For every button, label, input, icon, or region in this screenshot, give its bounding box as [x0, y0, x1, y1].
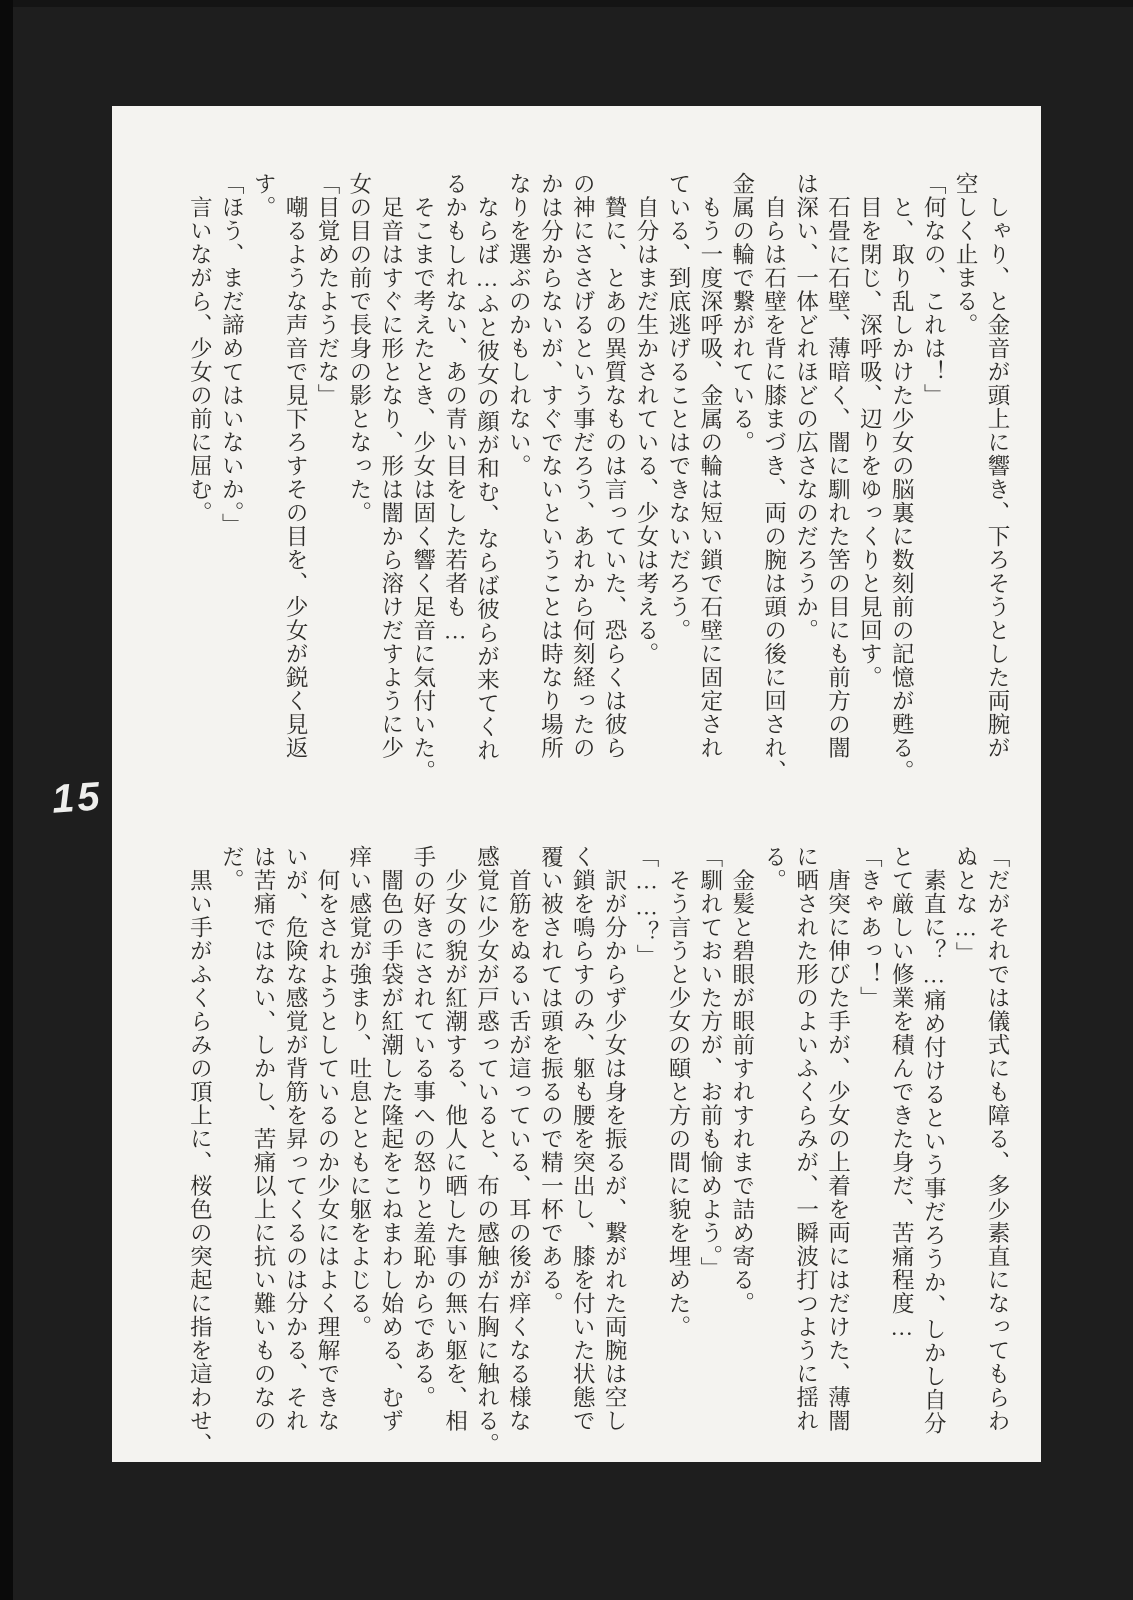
text-column: 素直に？…痛め付けるという事だろうか、しかし自分	[921, 845, 947, 1435]
text-column: 女の目の前で長身の影となった。	[346, 172, 372, 525]
text-column: 空しく止まる。	[953, 172, 979, 337]
text-column: かは分からないが、すぐでないということは時なり場所	[538, 172, 564, 760]
text-column: そう言うと少女の頤と方の間に貌を埋めた。	[665, 845, 691, 1339]
text-column: 少女の貌が紅潮する、他人に晒した事の無い躯を、相	[442, 845, 468, 1433]
text-column: ている、到底逃げることはできないだろう。	[665, 172, 691, 642]
text-column: 自分はまだ生かされている、少女は考える。	[634, 172, 660, 666]
text-column: そこまで考えたとき、少女は固く響く足音に気付いた。	[410, 172, 436, 783]
text-column: 闇色の手袋が紅潮した隆起をこねまわし始める、むず	[378, 845, 404, 1433]
text-column: 「……？」	[634, 845, 660, 968]
text-column: 「何なの、これは！」	[921, 172, 947, 407]
top-text-block	[183, 172, 1013, 794]
text-column: るかもしれない、あの青い目をした若者も…	[442, 172, 468, 645]
text-column: く鎖を鳴らすのみ、躯も腰を突出し、膝を付いた状態で	[570, 845, 596, 1433]
text-column: と、取り乱しかけた少女の脳裏に数刻前の記憶が甦る。	[889, 172, 915, 783]
text-column: 黒い手がふくらみの頂上に、桜色の突起に指を這わせ、	[187, 845, 213, 1456]
text-column: は深い、一体どれほどの広さなのだろうか。	[793, 172, 819, 642]
scan-top-edge-shadow	[0, 0, 1133, 7]
text-column: 金属の輪で繋がれている。	[729, 172, 755, 454]
text-column: 感覚に少女が戸惑っていると、布の感触が右胸に触れる。	[474, 845, 500, 1456]
text-column: 贄に、とあの異質なものは言っていた、恐らくは彼ら	[602, 172, 628, 760]
text-column: 「だがそれでは儀式にも障る、多少素直になってもらわ	[985, 845, 1010, 1433]
text-column: もう一度深呼吸、金属の輪は短い鎖で石壁に固定され	[697, 172, 723, 760]
text-column: 「ほう、まだ諦めてはいないか。」	[219, 172, 245, 537]
text-column: 「目覚めたようだな」	[314, 172, 340, 407]
text-column: 足音はすぐに形となり、形は闇から溶けだすように少	[378, 172, 404, 760]
text-column: 何をされようとしているのか少女にはよく理解できな	[314, 845, 340, 1433]
text-column: 目を閉じ、深呼吸、辺りをゆっくりと見回す。	[857, 172, 883, 689]
text-column: だ。	[219, 845, 245, 892]
text-column: 首筋をぬるい舌が這っている、耳の後が痒くなる様な	[506, 845, 532, 1433]
text-column: ぬとな…」	[953, 845, 979, 965]
text-column: の神にささげるという事だろう、あれから何刻経ったの	[570, 172, 596, 760]
page-number: 15	[50, 774, 104, 822]
text-column: しゃり、と金音が頭上に響き、下ろそうとした両腕が	[985, 172, 1010, 760]
text-column: 「きゃあっ！」	[857, 845, 883, 1010]
text-column: に晒された形のよいふくらみが、一瞬波打つように揺れ	[793, 845, 819, 1433]
text-column: 唐突に伸びた手が、少女の上着を両にはだけた、薄闇	[825, 845, 851, 1433]
text-column: 訳が分からず少女は身を振るが、繋がれた両腕は空し	[602, 845, 628, 1433]
bottom-text-block	[183, 845, 1013, 1467]
text-column: ならば…ふと彼女の顔が和む、ならば彼らが来てくれ	[474, 172, 500, 762]
text-column: す。	[251, 172, 277, 219]
scan-left-edge-shadow	[0, 0, 13, 1600]
text-column: 覆い被されては頭を振るので精一杯である。	[538, 845, 564, 1315]
text-column: る。	[761, 845, 787, 892]
paper-page	[112, 106, 1041, 1462]
text-column: 石畳に石壁、薄暗く、闇に馴れた筈の目にも前方の闇	[825, 172, 851, 760]
text-column: 言いながら、少女の前に屈む。	[187, 172, 213, 525]
text-column: 痒い感覚が強まり、吐息とともに躯をよじる。	[346, 845, 372, 1339]
text-column: 嘲るような声音で見下ろすその目を、少女が鋭く見返	[283, 172, 309, 760]
text-column: 金髪と碧眼が眼前すれすれまで詰め寄る。	[729, 845, 755, 1315]
text-column: なりを選ぶのかもしれない。	[506, 172, 532, 478]
text-column: は苦痛ではない、しかし、苦痛以上に抗い難いものなの	[251, 845, 277, 1433]
text-column: とて厳しい修業を積んできた身だ、苦痛程度…	[889, 845, 915, 1341]
text-column: 手の好きにされている事への怒りと羞恥からである。	[410, 845, 436, 1409]
text-column: いが、危険な感覚が背筋を昇ってくるのは分かる、それ	[283, 845, 309, 1433]
text-column: 自らは石壁を背に膝まづき、両の腕は頭の後に回され、	[761, 172, 787, 783]
text-column: 「馴れておいた方が、お前も愉めよう。」	[697, 845, 723, 1281]
